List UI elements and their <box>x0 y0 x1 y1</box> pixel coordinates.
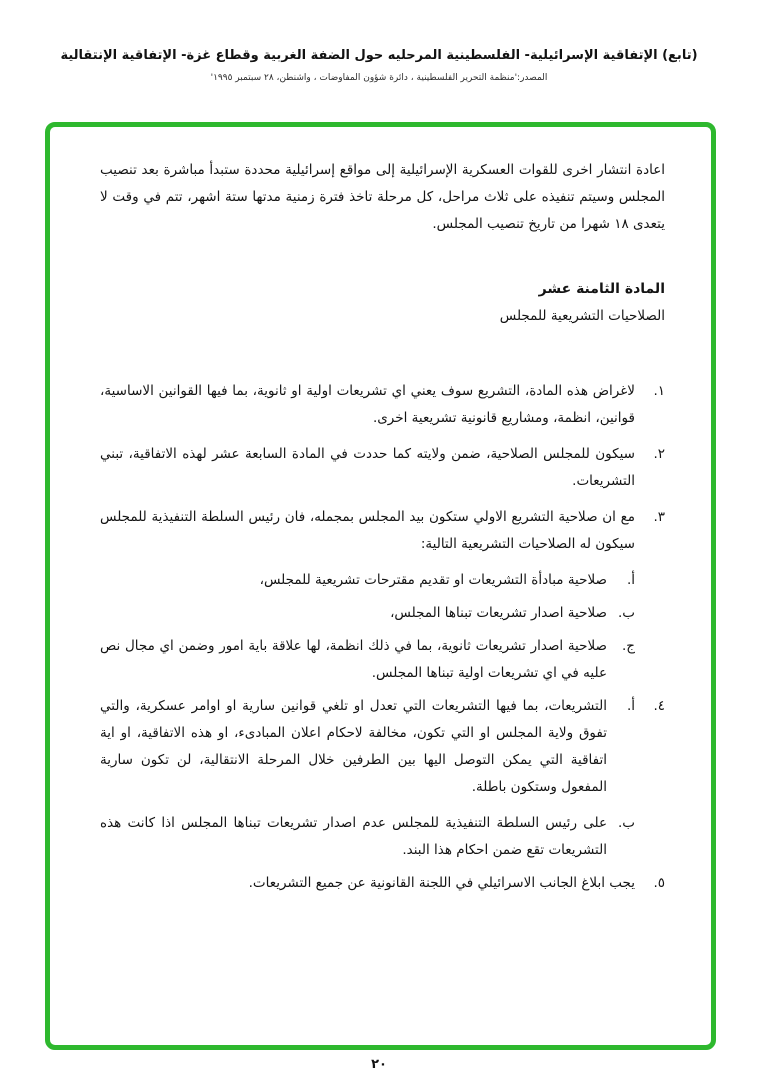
clause-3-text: مع ان صلاحية التشريع الاولي ستكون بيد المجلس بمجمله، فان رئيس السلطة التنفيذية للمجلس سيكون له الصلاحيات التشريعية التالية: <box>100 509 635 552</box>
clauses-list <box>100 378 665 897</box>
header-title: (تابع) الإتفاقية الإسرائيلية- الفلسطينية المرحليه حول الضفة الغربية وقطاع غزة- الإتفاقية الإنتقالية <box>60 48 698 63</box>
clause-3-number: ٣. <box>653 509 665 525</box>
clause-5-text: يجب ابلاغ الجانب الاسرائيلي في اللجنة القانونية عن جميع التشريعات. <box>248 875 635 891</box>
clause-1 <box>100 378 665 432</box>
intro-paragraph: اعادة انتشار اخرى للقوات العسكرية الإسرائيلية إلى مواقع إسرائيلية محددة ستبدأ مباشرة بعد تنصيب المجلس وسيتم تنفيذه على ثلاث مراحل، كل مرحلة تاخذ فترة زمنية مدتها ستة اشهر، تتم في وقت لا يتعدى ١٨ شهرا من تاريخ تنصيب المجلس. <box>100 162 665 232</box>
clause-3a-text: صلاحية مبادأة التشريعات او تقديم مقترحات تشريعية للمجلس، <box>259 572 607 588</box>
clause-3b-label: ب. <box>617 605 635 621</box>
clause-4-sub-b <box>100 810 635 864</box>
clause-4a-text: التشريعات، بما فيها التشريعات التي تعدل او تلغي قوانين سارية او اوامر عسكرية، والتي تفوق ولاية المجلس او التي تكون، مخالفة لاحكام اعلان المبادىء، او هذه الاتفاقية، او اية اتفاقية التي يمكن التوصل اليها بين الطرفين خلال المرحلة الانتقالية، لن تكون سارية المفعول وستكون باطلة. <box>100 698 607 795</box>
clause-4-sub-a <box>100 693 665 801</box>
clause-3-sub-a <box>100 567 635 594</box>
clause-2-text: سيكون للمجلس الصلاحية، ضمن ولايته كما حددت في المادة السابعة عشر لهذه الاتفاقية، تبني التشريعات. <box>100 446 635 489</box>
clause-3-sub-b <box>100 600 635 627</box>
clause-3c-text: صلاحية اصدار تشريعات ثانوية، بما في ذلك انظمة، لها علاقة باية امور وضمن اي مجال نص عليه في اي تشريعات اولية تبناها المجلس. <box>100 638 607 681</box>
clause-1-text: لاغراض هذه المادة، التشريع سوف يعني اي تشريعات اولية او ثانوية، بما فيها القوانين الاساسية، قوانين، انظمة، ومشاريع قانونية تشريعية اخرى. <box>100 383 635 426</box>
article-subheading: الصلاحيات التشريعية للمجلس <box>499 308 665 324</box>
clause-3 <box>100 504 665 558</box>
clause-3c-label: ج. <box>621 638 635 654</box>
clause-1-number: ١. <box>653 383 665 399</box>
green-border-frame <box>45 122 716 1050</box>
page-number: ٢٠ <box>371 1057 387 1072</box>
header-source: المصدر:'منظمة التحرير الفلسطينية ، دائرة شؤون المفاوضات ، واشنطن، ٢٨ سبتمبر ١٩٩٥' <box>210 73 548 83</box>
clause-3a-label: أ. <box>626 572 635 588</box>
clause-4b-label: ب. <box>617 815 635 831</box>
clause-4-number: ٤. <box>653 698 665 714</box>
document-header <box>0 0 758 83</box>
clause-5 <box>100 870 665 897</box>
clause-4b-text: على رئيس السلطة التنفيذية للمجلس عدم اصدار تشريعات تبناها المجلس اذا كانت هذه التشريعات تقع ضمن احكام هذا البند. <box>100 815 607 858</box>
article-heading: المادة الثامنة عشر <box>538 281 665 297</box>
document-content <box>50 127 711 897</box>
clause-3-sub-c <box>100 633 635 687</box>
clause-5-number: ٥. <box>653 875 665 891</box>
clause-3b-text: صلاحية اصدار تشريعات تبناها المجلس، <box>390 605 607 621</box>
clause-2-number: ٢. <box>653 446 665 462</box>
clause-4a-label: أ. <box>626 698 635 714</box>
clause-2 <box>100 441 665 495</box>
